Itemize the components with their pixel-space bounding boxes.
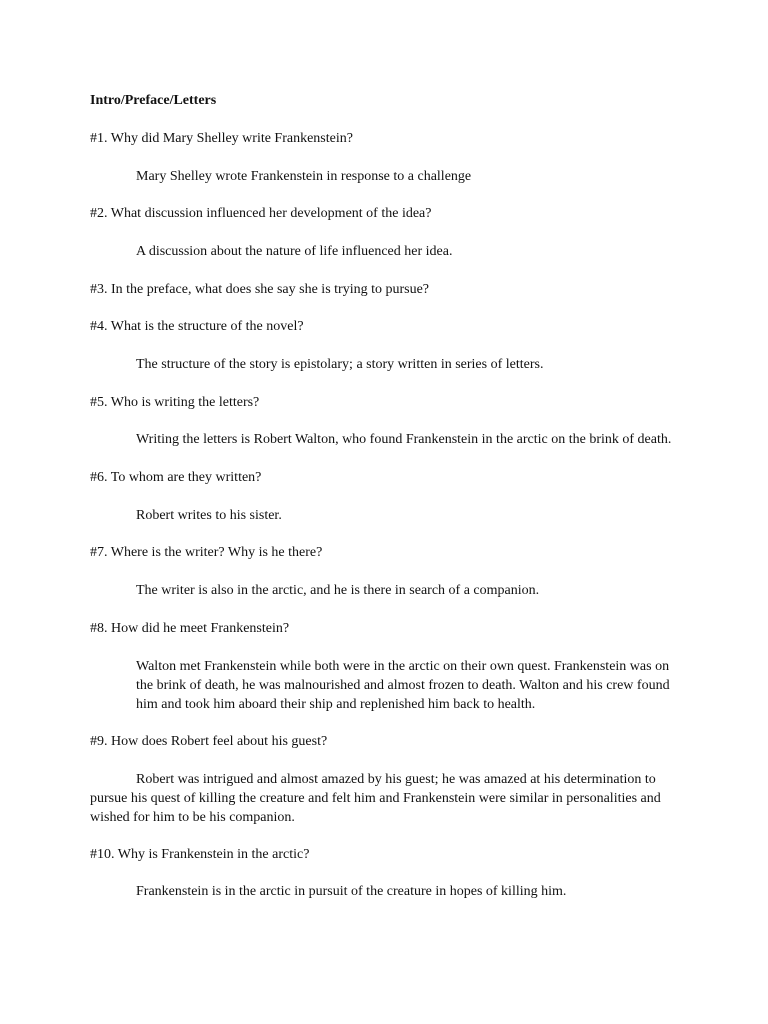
question-2: #2. What discussion influenced her development of the idea?: [90, 206, 432, 221]
question-3: #3. In the preface, what does she say she is trying to pursue?: [90, 282, 430, 297]
question-9: #9. How does Robert feel about his guest?: [90, 734, 328, 749]
question-7: #7. Where is the writer? Why is he there?: [90, 545, 323, 560]
question-4: #4. What is the structure of the novel?: [90, 319, 304, 334]
document-heading: Intro/Preface/Letters: [90, 93, 217, 108]
question-10: #10. Why is Frankenstein in the arctic?: [90, 847, 310, 862]
question-6: #6. To whom are they written?: [90, 470, 262, 485]
answer-5: Writing the letters is Robert Walton, who found Frankenstein in the arctic on the brink of death.: [136, 432, 672, 447]
question-8: #8. How did he meet Frankenstein?: [90, 621, 290, 636]
answer-4: The structure of the story is epistolary; a story written in series of letters.: [136, 357, 544, 372]
question-1: #1. Why did Mary Shelley write Frankenstein?: [90, 131, 353, 146]
answer-10: Frankenstein is in the arctic in pursuit of the creature in hopes of killing him.: [136, 884, 567, 899]
answer-1: Mary Shelley wrote Frankenstein in response to a challenge: [136, 169, 472, 184]
answer-2: A discussion about the nature of life influenced her idea.: [136, 244, 453, 259]
answer-9: Robert was intrigued and almost amazed by his guest; he was amazed at his determination to pursue his quest of killing the creature and felt him and Frankenstein were similar in personalities and wished for him to be his companion.: [90, 772, 661, 825]
answer-6: Robert writes to his sister.: [136, 508, 282, 523]
answer-8: Walton met Frankenstein while both were in the arctic on their own quest. Frankenstein was on the brink of death, he was malnourished and almost frozen to death. Walton and his crew found him and took him aboard their ship and replenished him back to health.: [136, 659, 670, 712]
answer-7: The writer is also in the arctic, and he is there in search of a companion.: [136, 583, 540, 598]
question-5: #5. Who is writing the letters?: [90, 395, 260, 410]
